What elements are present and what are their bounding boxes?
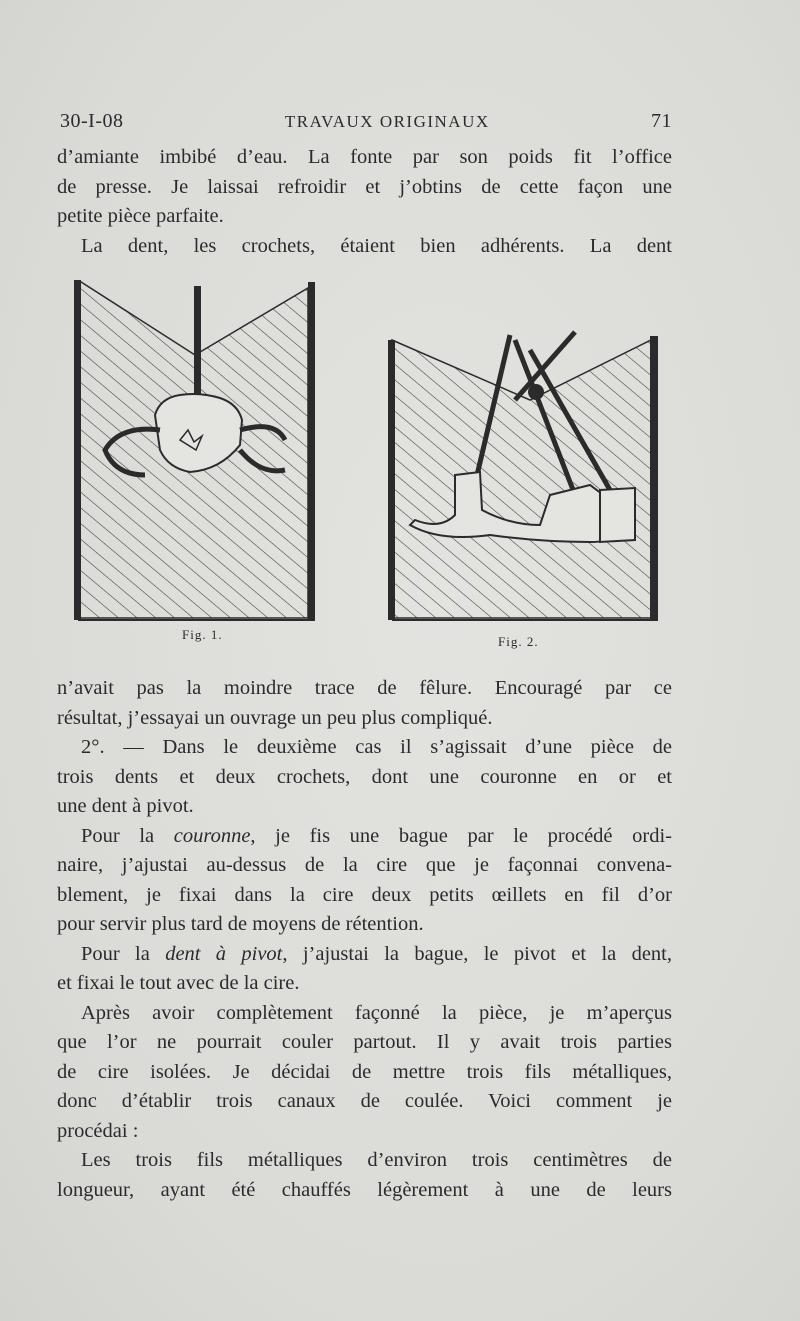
- italic-term-couronne: couronne: [173, 824, 251, 847]
- text-line: une dent à pivot.: [57, 795, 194, 817]
- figure-2-illustration: [388, 332, 658, 620]
- page-header: [60, 110, 672, 133]
- text-line: n’avait pas la moindre trace de fêlure. Encouragé par ce: [57, 677, 672, 699]
- text-line: pour servir plus tard de moyens de rétention.: [57, 913, 424, 935]
- text-line: blement, je fixai dans la cire deux petits œillets en fil d’or: [57, 883, 672, 906]
- figure-illustrations: [70, 280, 670, 660]
- text-fragment: , j’ajustai la bague, le pivot et la dent,: [282, 942, 672, 965]
- figure-1-illustration: [74, 280, 315, 620]
- text-line: 2°. — Dans le deuxième cas il s’agissait d’une pièce de: [81, 736, 672, 758]
- text-line: et fixai le tout avec de la cire.: [57, 972, 300, 994]
- figure-2-caption: Fig. 2.: [498, 634, 539, 649]
- text-block-bottom: [57, 674, 672, 1205]
- text-line: d’amiante imbibé d’eau. La fonte par son poids fit l’office: [57, 146, 672, 168]
- running-title: TRAVAUX ORIGINAUX: [284, 112, 490, 131]
- text-line: trois dents et deux crochets, dont une couronne en or et: [57, 765, 672, 788]
- text-line: de cire isolées. Je décidai de mettre trois fils métalliques,: [57, 1060, 672, 1083]
- text-line: [57, 940, 672, 970]
- text-line: naire, j’ajustai au-dessus de la cire que je façonnai convena-: [57, 854, 672, 876]
- text-line: Les trois fils métalliques d’environ trois centimètres de: [81, 1149, 672, 1171]
- text-line: résultat, j’essayai un ouvrage un peu plus compliqué.: [57, 706, 493, 729]
- figures-area: [70, 280, 670, 660]
- text-line: de presse. Je laissai refroidir et j’obtins de cette façon une: [57, 175, 672, 198]
- text-line: petite pièce parfaite.: [57, 205, 224, 227]
- text-fragment: Pour la: [81, 824, 174, 847]
- text-line: longueur, ayant été chauffés légèrement à une de leurs: [57, 1178, 672, 1201]
- text-line: Après avoir complètement façonné la pièce, je m’aperçus: [81, 1001, 672, 1024]
- text-line: que l’or ne pourrait couler partout. Il y avait trois parties: [57, 1031, 672, 1053]
- text-line: procédai :: [57, 1119, 139, 1142]
- text-line: La dent, les crochets, étaient bien adhérents. La dent: [81, 234, 672, 257]
- text-fragment: , je fis une bague par le procédé ordi-: [250, 824, 672, 847]
- figure-1-caption: Fig. 1.: [182, 627, 223, 642]
- header-date: 30-I-08: [60, 110, 124, 132]
- text-fragment: Pour la: [81, 942, 166, 965]
- text-line: donc d’établir trois canaux de coulée. Voici comment je: [57, 1090, 672, 1112]
- text-block-top: [57, 143, 672, 261]
- text-line: [57, 822, 672, 852]
- page-number: 71: [651, 110, 672, 132]
- italic-term-dent-a-pivot: dent à pivot: [165, 942, 283, 965]
